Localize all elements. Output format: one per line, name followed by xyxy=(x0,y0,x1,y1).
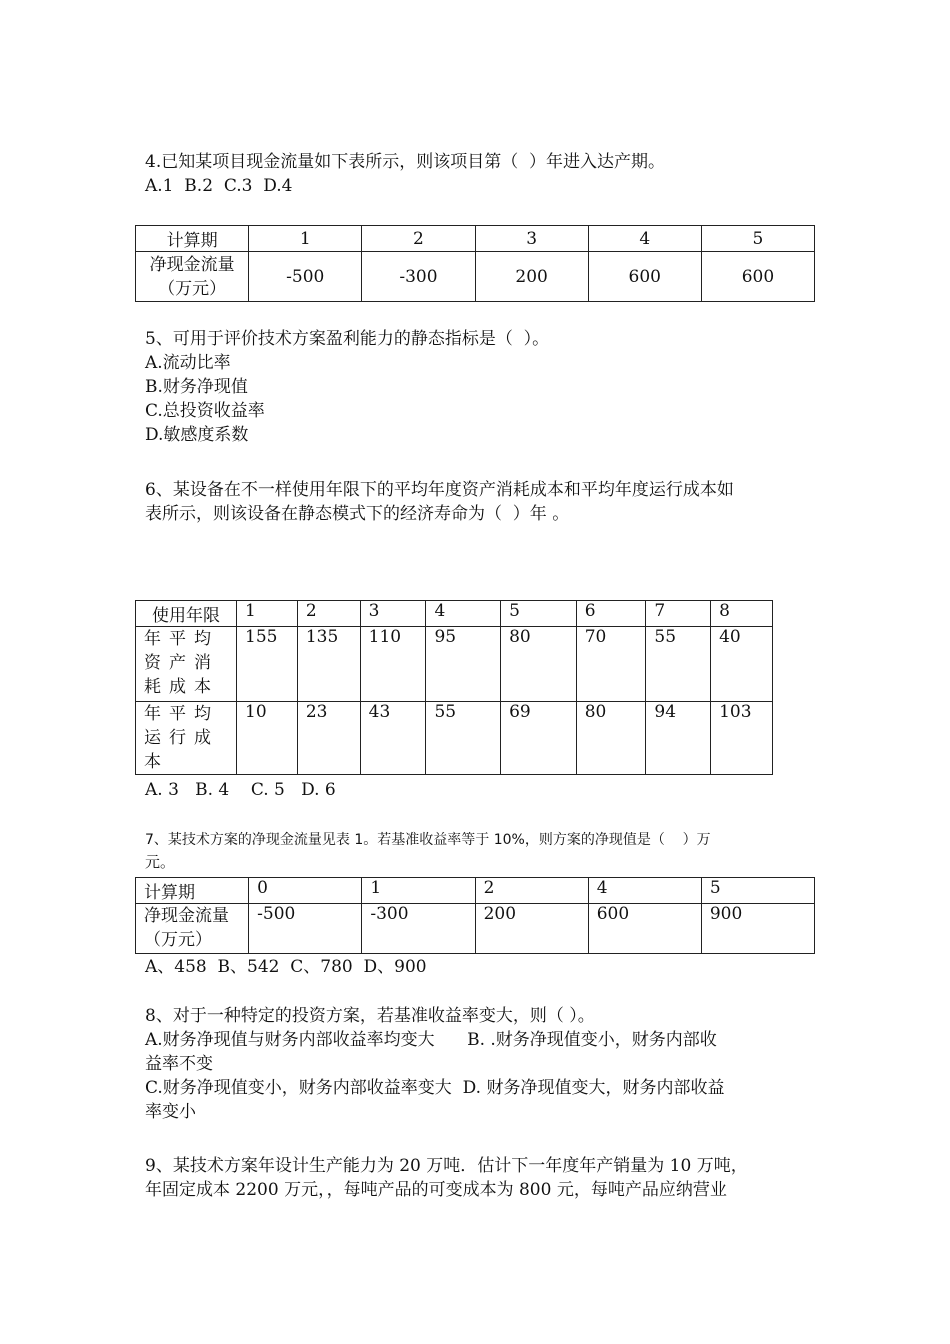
q6-options: A. 3 B. 4 C. 5 D. 6 xyxy=(145,780,336,800)
q6-row1-value: 55 xyxy=(646,627,711,702)
q6-question-line1: 6、某设备在不一样使用年限下的平均年度资产消耗成本和平均年度运行成本如 xyxy=(145,480,734,500)
q4-value: -500 xyxy=(249,252,362,302)
q6-year: 2 xyxy=(297,601,360,627)
q8-options-ab-line1: A.财务净现值与财务内部收益率均变大 B. .财务净现值变小，财务内部收 xyxy=(145,1030,717,1050)
q4-period: 2 xyxy=(362,226,475,252)
q4-row-label-line2: （万元） xyxy=(158,278,227,299)
q8-options-cd-line2: 率变小 xyxy=(145,1102,196,1122)
q6-row1-label-text: 年平均资产消耗成本 xyxy=(144,629,219,697)
q6-row1-value: 40 xyxy=(711,627,773,702)
q5-question: 5、可用于评价技术方案盈利能力的静态指标是（ ）。 xyxy=(145,329,550,349)
q7-period: 4 xyxy=(588,878,701,904)
q6-header-label: 使用年限 xyxy=(136,601,237,627)
q4-header-label: 计算期 xyxy=(136,226,249,252)
q6-row1-value: 80 xyxy=(501,627,577,702)
q7-period: 2 xyxy=(475,878,588,904)
q6-year: 3 xyxy=(360,601,426,627)
q7-period: 5 xyxy=(701,878,814,904)
q6-year: 8 xyxy=(711,601,773,627)
q6-row1-value: 135 xyxy=(297,627,360,702)
q8-options-ab-line2: 益率不变 xyxy=(145,1054,213,1074)
q6-row2-value: 10 xyxy=(237,702,298,775)
q4-row-label xyxy=(136,252,249,302)
q9-line2: 年固定成本 2200 万元，，每吨产品的可变成本为 800 元，每吨产品应纳营业 xyxy=(145,1180,727,1200)
q7-question-line1: 7、某技术方案的净现金流量见表 1。若基准收益率等于 10%，则方案的净现值是（ ）万 xyxy=(145,832,711,848)
q6-row1-value: 155 xyxy=(237,627,298,702)
question-6 xyxy=(145,478,815,526)
q4-cashflow-table xyxy=(135,225,815,302)
q4-options: A.1 B.2 C.3 D.4 xyxy=(145,176,293,196)
q6-row2-label-text: 年平均运行成本 xyxy=(144,704,219,772)
q7-row-label-line1: 净现金流量 xyxy=(144,906,229,926)
q6-row1-value: 110 xyxy=(360,627,426,702)
q4-period: 4 xyxy=(588,226,701,252)
q8-options-cd-line1: C.财务净现值变小，财务内部收益率变大 D. 财务净现值变大，财务内部收益 xyxy=(145,1078,725,1098)
q6-row2-value: 80 xyxy=(576,702,646,775)
q7-period: 0 xyxy=(249,878,362,904)
q6-options-block xyxy=(145,778,815,802)
q7-question-line2: 元。 xyxy=(145,853,176,871)
q4-value: 200 xyxy=(475,252,588,302)
q7-options: A、458 B、542 C、780 D、900 xyxy=(145,957,427,977)
q7-period: 1 xyxy=(362,878,475,904)
q4-row-label-line1: 净现金流量 xyxy=(149,254,235,275)
q5-option-d: D.敏感度系数 xyxy=(145,425,249,445)
q6-row2-value: 23 xyxy=(297,702,360,775)
q7-value: -300 xyxy=(362,904,475,954)
question-7 xyxy=(145,828,815,872)
q9-line1: 9、某技术方案年设计生产能力为 20 万吨．估计下一年度年产销量为 10 万吨， xyxy=(145,1156,748,1176)
q6-row2-value: 103 xyxy=(711,702,773,775)
q5-option-c: C.总投资收益率 xyxy=(145,401,265,421)
q6-year: 7 xyxy=(646,601,711,627)
q4-question: 4.已知某项目现金流量如下表所示，则该项目第（ ）年进入达产期。 xyxy=(145,152,666,172)
q6-question-line2: 表所示，则该设备在静态模式下的经济寿命为（ ）年 。 xyxy=(145,504,570,524)
q4-period: 3 xyxy=(475,226,588,252)
q5-option-a: A.流动比率 xyxy=(145,353,231,373)
q6-row2-label xyxy=(136,702,237,775)
q7-value: 200 xyxy=(475,904,588,954)
q6-cost-table xyxy=(135,600,773,775)
question-5 xyxy=(145,327,815,447)
q6-year: 6 xyxy=(576,601,646,627)
q4-value: 600 xyxy=(588,252,701,302)
q6-year: 4 xyxy=(426,601,501,627)
question-9 xyxy=(145,1154,815,1202)
q6-row2-value: 55 xyxy=(426,702,501,775)
q6-row1-value: 70 xyxy=(576,627,646,702)
q6-row1-value: 95 xyxy=(426,627,501,702)
q7-row-label-line2: （万元） xyxy=(144,930,212,950)
q7-value: 600 xyxy=(588,904,701,954)
q6-row2-value: 43 xyxy=(360,702,426,775)
q4-period: 5 xyxy=(701,226,814,252)
q8-question: 8、对于一种特定的投资方案，若基准收益率变大，则（ ）。 xyxy=(145,1006,595,1026)
q6-year: 1 xyxy=(237,601,298,627)
q7-header-label: 计算期 xyxy=(136,878,249,904)
q6-year: 5 xyxy=(501,601,577,627)
q7-value: 900 xyxy=(701,904,814,954)
q7-cashflow-table xyxy=(135,877,815,954)
question-8 xyxy=(145,1004,815,1124)
q5-option-b: B.财务净现值 xyxy=(145,377,248,397)
q6-row2-value: 94 xyxy=(646,702,711,775)
q7-row-label xyxy=(136,904,249,954)
q4-value: 600 xyxy=(701,252,814,302)
q7-value: -500 xyxy=(249,904,362,954)
q7-options-block xyxy=(145,955,815,979)
q4-period: 1 xyxy=(249,226,362,252)
question-4 xyxy=(145,150,815,198)
q6-row1-label xyxy=(136,627,237,702)
q4-value: -300 xyxy=(362,252,475,302)
q6-row2-value: 69 xyxy=(501,702,577,775)
